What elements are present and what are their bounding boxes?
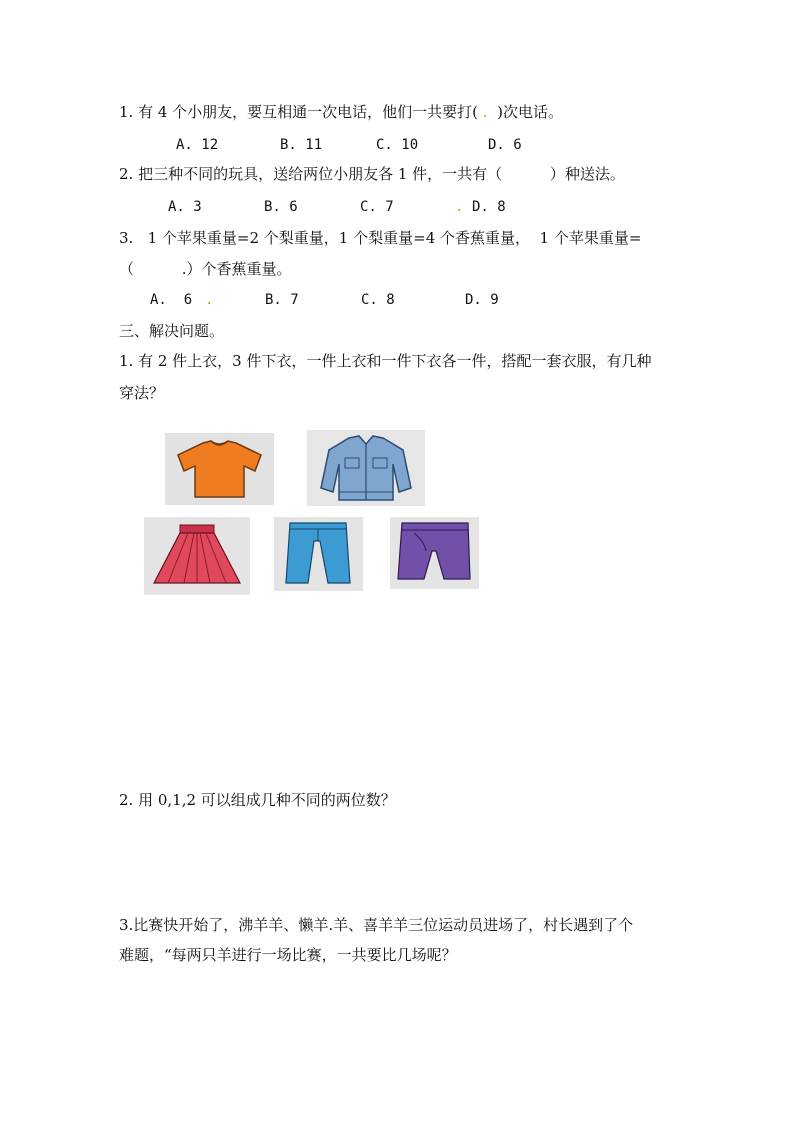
- q2-option-c: C. 7: [360, 199, 394, 215]
- q2-dot: .: [455, 199, 464, 215]
- jeans-image: [274, 517, 363, 591]
- question-1-text-end: )次电话。: [487, 103, 563, 121]
- q2-option-b: B. 6: [264, 199, 298, 215]
- problem-1-line-2: 穿法？: [119, 384, 165, 402]
- denim-jacket-image: [307, 430, 425, 506]
- question-1: [119, 102, 563, 122]
- q1-option-a: A. 12: [176, 137, 219, 153]
- question-3-line-2: [119, 259, 291, 279]
- question-1-text: 1. 有 4 个小朋友，要互相通一次电话，他们一共要打(: [119, 103, 479, 121]
- q2-option-a: A. 3: [168, 199, 202, 215]
- question-3-blank: （: [119, 260, 182, 278]
- q2-option-d: D. 8: [472, 199, 506, 215]
- q1-option-b: B. 11: [280, 137, 323, 153]
- problem-3-line-1: 3.比赛快开始了，沸羊羊、懒羊.羊、喜羊羊三位运动员进场了，村长遇到了个: [119, 916, 634, 934]
- question-3-line-1: 3. 1 个苹果重量=2 个梨重量，1 个梨重量=4 个香蕉重量， 1 个苹果重量=: [119, 229, 642, 247]
- problem-3-line-2: 难题，“每两只羊进行一场比赛，一共要比几场呢？: [119, 946, 457, 964]
- problem-1-line-1: 1. 有 2 件上衣，3 件下衣，一件上衣和一件下衣各一件，搭配一套衣服，有几种: [119, 352, 652, 370]
- section-heading: 三、解决问题。: [119, 322, 225, 340]
- question-1-dot: .: [478, 103, 488, 121]
- q1-option-c: C. 10: [376, 137, 419, 153]
- q3-dot: .: [205, 292, 214, 308]
- red-skirt-image: [144, 517, 250, 595]
- q3-option-b: B. 7: [265, 292, 299, 308]
- problem-2: 2. 用 0,1,2 可以组成几种不同的两位数？: [119, 791, 396, 809]
- question-3-text-end: .）个香蕉重量。: [181, 260, 292, 278]
- q3-option-c: C. 8: [361, 292, 395, 308]
- q1-option-d: D. 6: [488, 137, 522, 153]
- question-2: 2. 把三种不同的玩具，送给两位小朋友各 1 件，一共有（ ）种送法。: [119, 165, 625, 183]
- q3-option-d: D. 9: [465, 292, 499, 308]
- tshirt-image: [165, 433, 274, 505]
- q3-option-a: A. 6: [150, 292, 193, 308]
- purple-shorts-image: [390, 517, 479, 589]
